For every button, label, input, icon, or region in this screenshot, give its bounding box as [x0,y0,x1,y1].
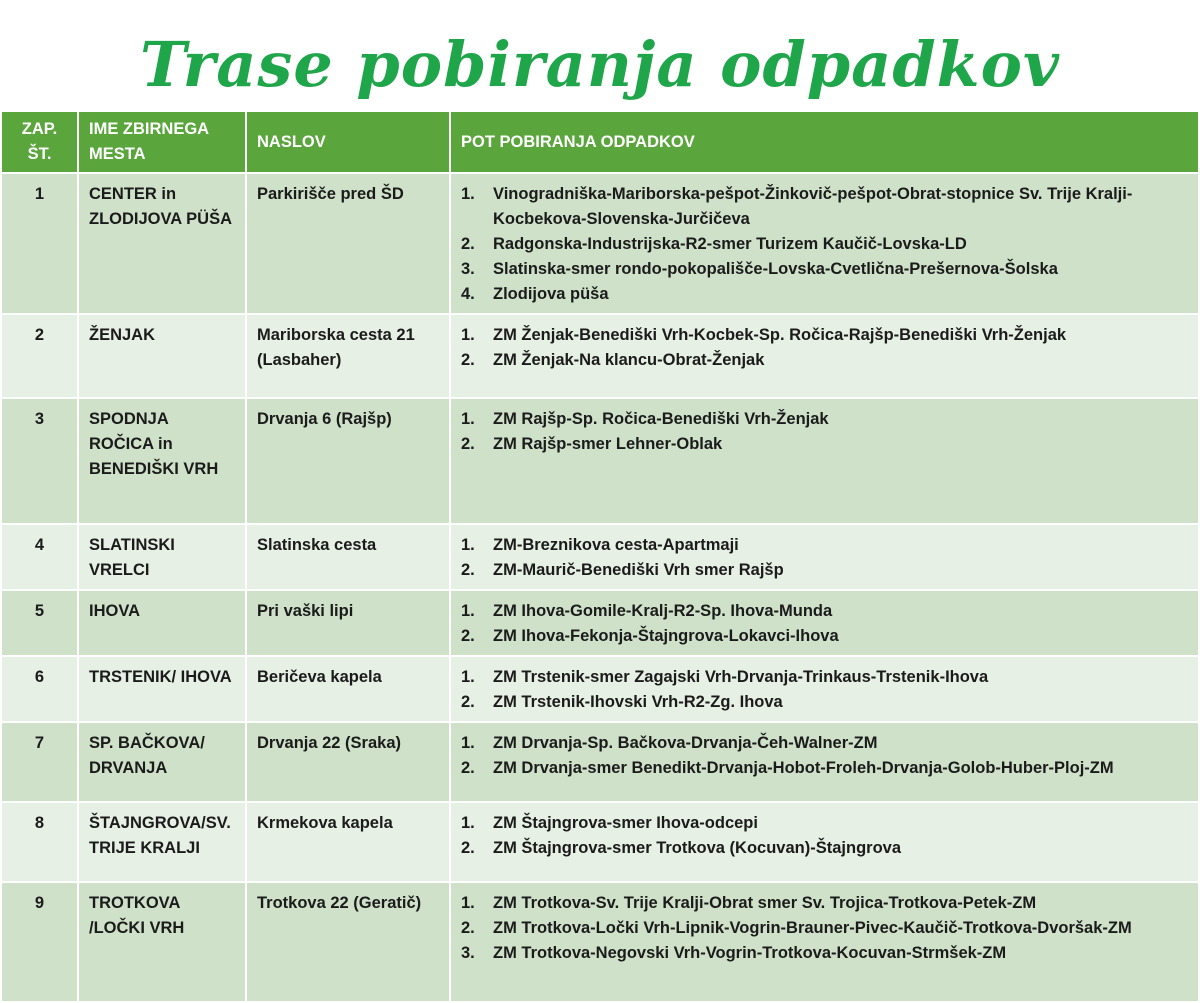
route-text: ZM-Breznikova cesta-Apartmaji [493,536,739,554]
route-cell [450,314,1199,398]
route-item: 2. ZM Ihova-Fekonja-Štajngrova-Lokavci-Ihova [461,624,1188,649]
route-text: ZM Rajšp-smer Lehner-Oblak [493,435,723,453]
table-row [1,314,1199,398]
route-text: ZM Ihova-Fekonja-Štajngrova-Lokavci-Ihova [493,627,839,645]
route-text: ZM Trstenik-Ihovski Vrh-R2-Zg. Ihova [493,693,783,711]
row-number: 3 [1,398,78,524]
route-item: 1. ZM Ženjak-Benediški Vrh-Kocbek-Sp. Ročica-Rajšp-Benediški Vrh-Ženjak [461,323,1188,348]
route-text: ZM Ženjak-Benediški Vrh-Kocbek-Sp. Ročica-Rajšp-Benediški Vrh-Ženjak [493,326,1067,344]
route-cell [450,802,1199,882]
table-row [1,590,1199,656]
route-item: 2. ZM-Maurič-Benediški Vrh smer Rajšp [461,558,1188,583]
route-cell [450,524,1199,590]
route-text: Zlodijova püša [493,285,609,303]
route-list [461,599,1188,649]
collection-point-name: SP. BAČKOVA/ DRVANJA [78,722,246,802]
route-item: 2. ZM Štajngrova-smer Trotkova (Kocuvan)-Štajngrova [461,836,1188,861]
route-item: 1. ZM Ihova-Gomile-Kralj-R2-Sp. Ihova-Munda [461,599,1188,624]
collection-point-name: CENTER in ZLODIJOVA PÜŠA [78,173,246,314]
table-row [1,656,1199,722]
row-number: 5 [1,590,78,656]
route-text: Vinogradniška-Mariborska-pešpot-Žinkovič-pešpot-Obrat-stopnice Sv. Trije Kralji-Kocbekova-Slovenska-Jurčičeva [493,185,1133,228]
collection-point-address: Slatinska cesta [246,524,450,590]
route-item: 2. Radgonska-Industrijska-R2-smer Turizem Kaučič-Lovska-LD [461,232,1188,257]
header-number [1,111,78,173]
header-address [246,111,450,173]
collection-point-name: TROTKOVA /LOČKI VRH [78,882,246,1002]
route-text: ZM-Maurič-Benediški Vrh smer Rajšp [493,561,784,579]
collection-point-name: SLATINSKI VRELCI [78,524,246,590]
route-text: Radgonska-Industrijska-R2-smer Turizem Kaučič-Lovska-LD [493,235,967,253]
routes-table [0,110,1200,1003]
route-text: ZM Ihova-Gomile-Kralj-R2-Sp. Ihova-Munda [493,602,833,620]
route-item: 2. ZM Trotkova-Ločki Vrh-Lipnik-Vogrin-Brauner-Pivec-Kaučič-Trotkova-Dvoršak-ZM [461,916,1188,941]
route-item: 4. Zlodijova püša [461,282,1188,307]
header-address-label: NASLOV [257,132,326,151]
route-item: 1. Vinogradniška-Mariborska-pešpot-Žinkovič-pešpot-Obrat-stopnice Sv. Trije Kralji-Kocbekova-Slovenska-Jurčičeva [461,182,1188,232]
collection-point-name: SPODNJA ROČICA in BENEDIŠKI VRH [78,398,246,524]
table-header-row [1,111,1199,173]
collection-point-address: Krmekova kapela [246,802,450,882]
collection-point-name: TRSTENIK/ IHOVA [78,656,246,722]
route-list [461,665,1188,715]
collection-point-address: Drvanja 6 (Rajšp) [246,398,450,524]
header-route-label: POT POBIRANJA ODPADKOV [461,132,695,151]
route-list [461,182,1188,307]
route-list [461,533,1188,583]
route-item: 1. ZM Štajngrova-smer Ihova-odcepi [461,811,1188,836]
collection-point-name: ŽENJAK [78,314,246,398]
table-row [1,722,1199,802]
route-text: ZM Trotkova-Negovski Vrh-Vogrin-Trotkova-Kocuvan-Strmšek-ZM [493,944,1007,962]
route-item: 1. ZM-Breznikova cesta-Apartmaji [461,533,1188,558]
route-item: 3. Slatinska-smer rondo-pokopališče-Lovska-Cvetlična-Prešernova-Šolska [461,257,1188,282]
row-number: 9 [1,882,78,1002]
collection-point-name: ŠTAJNGROVA/SV. TRIJE KRALJI [78,802,246,882]
header-collection-point [78,111,246,173]
route-text: ZM Štajngrova-smer Ihova-odcepi [493,814,758,832]
route-cell [450,882,1199,1002]
route-cell [450,173,1199,314]
route-cell [450,590,1199,656]
route-list [461,323,1188,373]
row-number: 1 [1,173,78,314]
route-item: 1. ZM Rajšp-Sp. Ročica-Benediški Vrh-Ženjak [461,407,1188,432]
route-text: ZM Drvanja-Sp. Bačkova-Drvanja-Čeh-Walner-ZM [493,734,878,752]
route-list [461,811,1188,861]
collection-point-address: Drvanja 22 (Sraka) [246,722,450,802]
route-item: 1. ZM Drvanja-Sp. Bačkova-Drvanja-Čeh-Walner-ZM [461,731,1188,756]
route-list [461,891,1188,966]
collection-point-address: Beričeva kapela [246,656,450,722]
header-number-label: ZAP. ŠT. [21,120,58,163]
collection-point-address: Pri vaški lipi [246,590,450,656]
route-item: 2. ZM Drvanja-smer Benedikt-Drvanja-Hobot-Froleh-Drvanja-Golob-Huber-Ploj-ZM [461,756,1188,781]
row-number: 8 [1,802,78,882]
route-item: 3. ZM Trotkova-Negovski Vrh-Vogrin-Trotkova-Kocuvan-Strmšek-ZM [461,941,1188,966]
route-text: ZM Trotkova-Ločki Vrh-Lipnik-Vogrin-Brauner-Pivec-Kaučič-Trotkova-Dvoršak-ZM [493,919,1132,937]
table-row [1,524,1199,590]
route-text: ZM Trotkova-Sv. Trije Kralji-Obrat smer Sv. Trojica-Trotkova-Petek-ZM [493,894,1037,912]
header-collection-point-label: IME ZBIRNEGA MESTA [89,120,209,163]
route-text: ZM Trstenik-smer Zagajski Vrh-Drvanja-Trinkaus-Trstenik-Ihova [493,668,989,686]
row-number: 2 [1,314,78,398]
route-text: Slatinska-smer rondo-pokopališče-Lovska-Cvetlična-Prešernova-Šolska [493,260,1058,278]
route-item: 2. ZM Trstenik-Ihovski Vrh-R2-Zg. Ihova [461,690,1188,715]
route-text: ZM Rajšp-Sp. Ročica-Benediški Vrh-Ženjak [493,410,829,428]
route-item: 1. ZM Trotkova-Sv. Trije Kralji-Obrat smer Sv. Trojica-Trotkova-Petek-ZM [461,891,1188,916]
table-row [1,882,1199,1002]
collection-point-address: Parkirišče pred ŠD [246,173,450,314]
route-text: ZM Drvanja-smer Benedikt-Drvanja-Hobot-Froleh-Drvanja-Golob-Huber-Ploj-ZM [493,759,1114,777]
route-item: 2. ZM Ženjak-Na klancu-Obrat-Ženjak [461,348,1188,373]
route-list [461,731,1188,781]
route-item: 2. ZM Rajšp-smer Lehner-Oblak [461,432,1188,457]
table-row [1,398,1199,524]
route-text: ZM Štajngrova-smer Trotkova (Kocuvan)-Štajngrova [493,839,901,857]
route-text: ZM Ženjak-Na klancu-Obrat-Ženjak [493,351,765,369]
table-row [1,173,1199,314]
page-title: Trase pobiranja odpadkov [139,28,1061,101]
route-item: 1. ZM Trstenik-smer Zagajski Vrh-Drvanja-Trinkaus-Trstenik-Ihova [461,665,1188,690]
collection-point-address: Mariborska cesta 21 (Lasbaher) [246,314,450,398]
route-cell [450,722,1199,802]
header-route [450,111,1199,173]
row-number: 4 [1,524,78,590]
route-cell [450,656,1199,722]
row-number: 6 [1,656,78,722]
route-list [461,407,1188,457]
route-cell [450,398,1199,524]
row-number: 7 [1,722,78,802]
table-row [1,802,1199,882]
collection-point-address: Trotkova 22 (Geratič) [246,882,450,1002]
collection-point-name: IHOVA [78,590,246,656]
